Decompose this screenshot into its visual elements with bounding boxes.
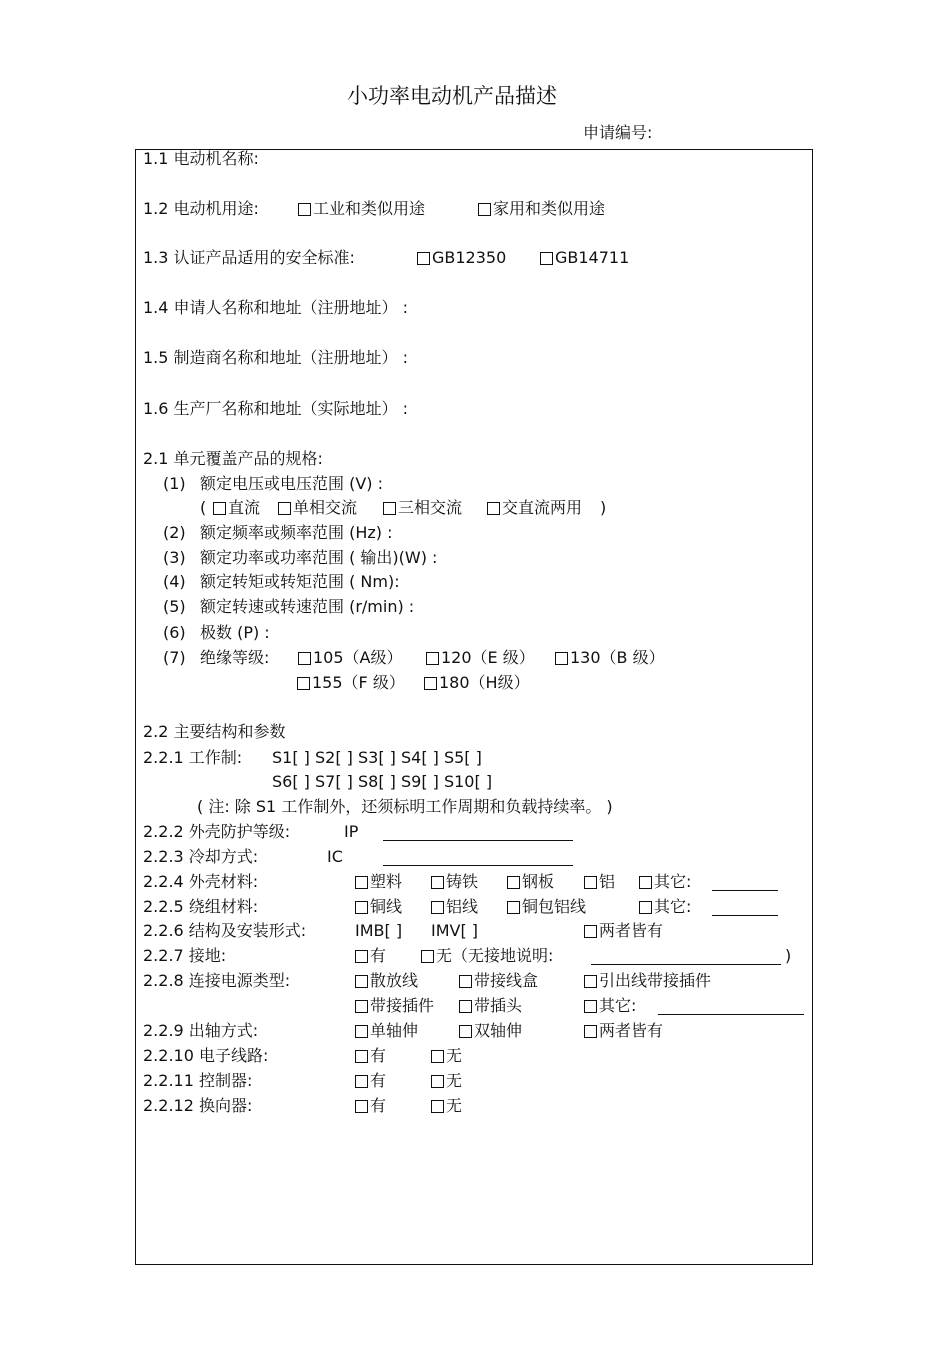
checkbox-icon[interactable] (355, 975, 368, 988)
insulation-105-option[interactable] (298, 649, 403, 667)
controller-label: 2.2.11 控制器: (143, 1071, 253, 1090)
option-label: 铜线 (370, 897, 403, 916)
option-label: 155（F 级） (312, 673, 405, 692)
insulation-130-option[interactable] (555, 649, 665, 667)
spec-item-number: (6) (163, 623, 186, 642)
checkbox-icon[interactable] (355, 1050, 368, 1063)
structure-heading: 2.2 主要结构和参数 (143, 722, 286, 741)
checkbox-icon[interactable] (298, 203, 311, 216)
manufacturer-label: 1.5 制造商名称和地址（注册地址） : (143, 348, 409, 367)
option-label: 工业和类似用途 (313, 199, 426, 218)
checkbox-icon[interactable] (278, 502, 291, 515)
winding-aluminum-option[interactable] (431, 898, 478, 916)
application-number-label: 申请编号: (583, 123, 653, 142)
power-connection-label: 2.2.8 连接电源类型: (143, 971, 291, 990)
option-label: 双轴伸 (474, 1021, 523, 1040)
material-cast-iron-option[interactable] (431, 873, 478, 891)
controller-yes-option[interactable] (355, 1072, 386, 1090)
option-label: GB12350 (432, 248, 507, 267)
spec-heading: 2.1 单元覆盖产品的规格: (143, 449, 323, 468)
checkbox-icon[interactable] (213, 502, 226, 515)
option-label: 单轴伸 (370, 1021, 419, 1040)
option-label: 两者皆有 (599, 921, 664, 940)
option-label: 无 (446, 1046, 463, 1065)
grounding-note-input-line[interactable] (591, 964, 781, 965)
connection-terminal-box-option[interactable] (459, 972, 538, 990)
option-label: 铝 (599, 872, 616, 891)
winding-material-label: 2.2.5 绕组材料: (143, 897, 259, 916)
checkbox-icon[interactable] (507, 901, 520, 914)
option-label: 散放线 (370, 971, 419, 990)
option-label: 塑料 (370, 872, 403, 891)
voltage-ac-dc-option[interactable] (487, 499, 582, 517)
standard-gb12350-option[interactable] (417, 249, 506, 267)
controller-no-option[interactable] (431, 1072, 462, 1090)
option-label: 其它: (599, 996, 637, 1015)
duty-label: 2.2.1 工作制: (143, 748, 243, 767)
option-label: 铸铁 (446, 872, 479, 891)
checkbox-icon[interactable] (421, 950, 434, 963)
commutator-label: 2.2.12 换向器: (143, 1096, 253, 1115)
checkbox-icon[interactable] (584, 1025, 597, 1038)
connection-connector-option[interactable] (355, 997, 434, 1015)
paren-open: ( (200, 498, 207, 517)
mounting-both-option[interactable] (584, 922, 663, 940)
option-label: 有 (370, 946, 387, 965)
winding-ccaw-option[interactable] (507, 898, 586, 916)
checkbox-icon[interactable] (431, 1100, 444, 1113)
connection-plug-option[interactable] (459, 997, 522, 1015)
insulation-120-option[interactable] (426, 649, 535, 667)
ic-input-line[interactable] (383, 865, 573, 866)
usage-household-option[interactable] (478, 200, 605, 218)
grounding-yes-option[interactable] (355, 947, 386, 965)
insulation-155-option[interactable] (297, 674, 405, 692)
mounting-type-label: 2.2.6 结构及安装形式: (143, 921, 307, 940)
duty-line-1[interactable]: S1[ ] S2[ ] S3[ ] S4[ ] S5[ ] (272, 748, 482, 767)
checkbox-icon[interactable] (555, 652, 568, 665)
connection-other-input-line[interactable] (658, 1014, 804, 1015)
shaft-double-option[interactable] (459, 1022, 522, 1040)
option-label: 130（B 级） (570, 648, 665, 667)
rated-frequency-label: 额定频率或频率范围 (Hz) : (200, 523, 393, 542)
option-label: 交直流两用 (502, 498, 583, 517)
checkbox-icon[interactable] (540, 252, 553, 265)
rated-speed-label: 额定转速或转速范围 (r/min) : (200, 597, 415, 616)
spec-item-number: (2) (163, 523, 186, 542)
option-label: 无 (446, 1071, 463, 1090)
material-other-option[interactable] (639, 873, 691, 891)
page-title: 小功率电动机产品描述 (347, 84, 557, 108)
spec-item-number: (7) (163, 648, 186, 667)
option-label: 120（E 级） (441, 648, 535, 667)
voltage-dc-option[interactable] (213, 499, 260, 517)
shaft-both-option[interactable] (584, 1022, 663, 1040)
option-label: 带插头 (474, 996, 523, 1015)
checkbox-icon[interactable] (584, 975, 597, 988)
factory-label: 1.6 生产厂名称和地址（实际地址） : (143, 399, 409, 418)
checkbox-icon[interactable] (355, 1100, 368, 1113)
checkbox-icon[interactable] (424, 677, 437, 690)
option-label: 直流 (228, 498, 261, 517)
checkbox-icon[interactable] (507, 876, 520, 889)
checkbox-icon[interactable] (584, 876, 597, 889)
checkbox-icon[interactable] (297, 677, 310, 690)
material-aluminum-option[interactable] (584, 873, 615, 891)
option-label: 引出线带接插件 (599, 971, 712, 990)
usage-industrial-option[interactable] (298, 200, 425, 218)
option-label: 105（A级） (313, 648, 403, 667)
checkbox-icon[interactable] (355, 901, 368, 914)
safety-standard-label: 1.3 认证产品适用的安全标准: (143, 248, 355, 267)
spec-item-number: (5) (163, 597, 186, 616)
checkbox-icon[interactable] (431, 1075, 444, 1088)
checkbox-icon[interactable] (584, 925, 597, 938)
voltage-three-phase-option[interactable] (383, 499, 462, 517)
checkbox-icon[interactable] (417, 252, 430, 265)
cooling-method-label: 2.2.3 冷却方式: (143, 847, 259, 866)
checkbox-icon[interactable] (459, 1025, 472, 1038)
option-label: 有 (370, 1096, 387, 1115)
spec-item-number: (3) (163, 548, 186, 567)
connection-loose-leads-option[interactable] (355, 972, 418, 990)
paren-close: ) (600, 498, 607, 517)
checkbox-icon[interactable] (383, 502, 396, 515)
paren-close: ) (785, 946, 792, 965)
grounding-no-option[interactable] (421, 947, 553, 965)
standard-gb14711-option[interactable] (540, 249, 629, 267)
voltage-single-phase-option[interactable] (278, 499, 357, 517)
option-label: 家用和类似用途 (493, 199, 606, 218)
grounding-label: 2.2.7 接地: (143, 946, 227, 965)
option-label: 其它: (654, 897, 692, 916)
shaft-single-option[interactable] (355, 1022, 418, 1040)
option-label: 带接线盒 (474, 971, 539, 990)
material-other-input-line[interactable] (712, 890, 778, 891)
option-label: 两者皆有 (599, 1021, 664, 1040)
connection-leads-connector-option[interactable] (584, 972, 711, 990)
spec-item-number: (1) (163, 474, 186, 493)
checkbox-icon[interactable] (459, 975, 472, 988)
material-steel-option[interactable] (507, 873, 554, 891)
option-label: 有 (370, 1046, 387, 1065)
pole-count-label: 极数 (P) : (200, 623, 270, 642)
duty-note: ( 注: 除 S1 工作制外，还须标明工作周期和负载持续率。 ) (197, 797, 613, 816)
option-label: 有 (370, 1071, 387, 1090)
spec-item-number: (4) (163, 572, 186, 591)
checkbox-icon[interactable] (355, 950, 368, 963)
checkbox-icon[interactable] (584, 1000, 597, 1013)
option-label: 无（无接地说明: (436, 946, 554, 965)
checkbox-icon[interactable] (431, 876, 444, 889)
option-label: 其它: (654, 872, 692, 891)
checkbox-icon[interactable] (298, 652, 311, 665)
winding-other-option[interactable] (639, 898, 691, 916)
option-label: 带接插件 (370, 996, 435, 1015)
connection-other-option[interactable] (584, 997, 636, 1015)
motor-name-label: 1.1 电动机名称: (143, 149, 259, 168)
commutator-no-option[interactable] (431, 1097, 462, 1115)
option-label: 钢板 (522, 872, 555, 891)
imb-field[interactable]: IMB[ ] (355, 921, 403, 940)
shaft-type-label: 2.2.9 出轴方式: (143, 1021, 259, 1040)
option-label: 铝线 (446, 897, 479, 916)
electronic-no-option[interactable] (431, 1047, 462, 1065)
motor-usage-label: 1.2 电动机用途: (143, 199, 259, 218)
option-label: 无 (446, 1096, 463, 1115)
option-label: 180（H级） (439, 673, 530, 692)
ip-code-label: IP (344, 822, 359, 841)
material-plastic-option[interactable] (355, 873, 402, 891)
rated-voltage-label: 额定电压或电压范围 (V) : (200, 474, 383, 493)
checkbox-icon[interactable] (355, 1000, 368, 1013)
option-label: 单相交流 (293, 498, 358, 517)
winding-copper-option[interactable] (355, 898, 402, 916)
rated-torque-label: 额定转矩或转矩范围 ( Nm): (200, 572, 400, 591)
checkbox-icon[interactable] (431, 1050, 444, 1063)
checkbox-icon[interactable] (431, 901, 444, 914)
electronic-yes-option[interactable] (355, 1047, 386, 1065)
insulation-class-label: 绝缘等级: (200, 648, 270, 667)
checkbox-icon[interactable] (639, 901, 652, 914)
electronic-circuit-label: 2.2.10 电子线路: (143, 1046, 269, 1065)
rated-power-label: 额定功率或功率范围 ( 输出)(W) : (200, 548, 438, 567)
option-label: 铜包铝线 (522, 897, 587, 916)
commutator-yes-option[interactable] (355, 1097, 386, 1115)
duty-line-2[interactable]: S6[ ] S7[ ] S8[ ] S9[ ] S10[ ] (272, 772, 493, 791)
checkbox-icon[interactable] (459, 1000, 472, 1013)
ip-input-line[interactable] (383, 840, 573, 841)
checkbox-icon[interactable] (355, 1025, 368, 1038)
enclosure-protection-label: 2.2.2 外壳防护等级: (143, 822, 291, 841)
checkbox-icon[interactable] (487, 502, 500, 515)
enclosure-material-label: 2.2.4 外壳材料: (143, 872, 259, 891)
imv-field[interactable]: IMV[ ] (431, 921, 479, 940)
checkbox-icon[interactable] (478, 203, 491, 216)
checkbox-icon[interactable] (355, 1075, 368, 1088)
checkbox-icon[interactable] (639, 876, 652, 889)
option-label: 三相交流 (398, 498, 463, 517)
ic-code-label: IC (327, 847, 343, 866)
insulation-180-option[interactable] (424, 674, 530, 692)
option-label: GB14711 (555, 248, 630, 267)
checkbox-icon[interactable] (426, 652, 439, 665)
applicant-label: 1.4 申请人名称和地址（注册地址） : (143, 298, 409, 317)
checkbox-icon[interactable] (355, 876, 368, 889)
winding-other-input-line[interactable] (712, 915, 778, 916)
